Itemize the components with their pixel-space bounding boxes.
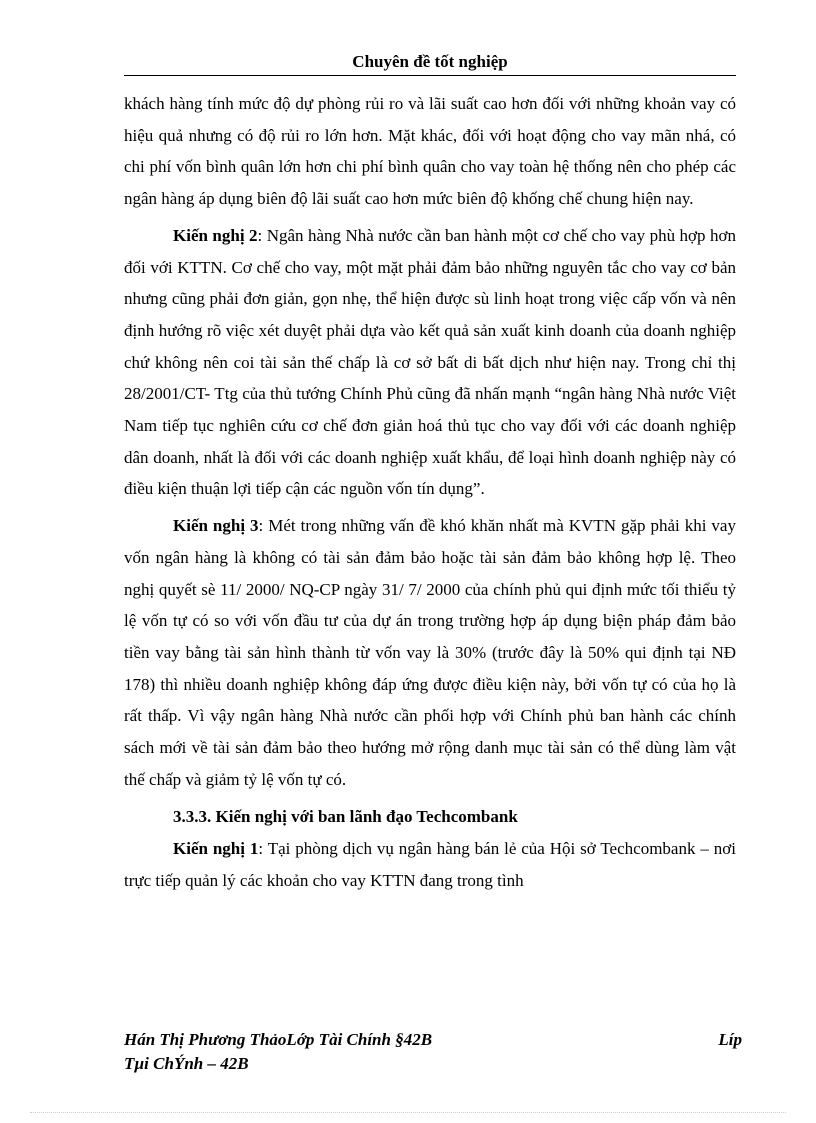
paragraph-recommendation-2	[124, 220, 736, 505]
page-bottom-border	[30, 1112, 786, 1113]
paragraph-recommendation-3	[124, 510, 736, 795]
footer-class-label: Líp	[718, 1030, 742, 1049]
techcombank-recommendation-1-label: Kiến nghị 1	[173, 839, 259, 859]
paragraph-continuation: khách hàng tính mức độ dự phòng rủi ro và lãi suất cao hơn đối với những khoản vay có hiệu quả nhưng có độ rủi ro lớn hơn. Mặt khác, đối với hoạt động cho vay mãn nhá, có chi phí vốn bình quân lớn hơn chi phí bình quân cho vay toàn hệ thống nên cho phép các ngân hàng áp dụng biên độ lãi suất cao hơn mức biên độ khống chế chung hiện nay.	[124, 94, 736, 209]
page-footer	[124, 1028, 742, 1076]
footer-faculty-line: Tµi ChÝnh – 42B	[124, 1054, 249, 1073]
document-body	[124, 88, 736, 897]
recommendation-3-text: : Mét trong những vấn đề khó khăn nhất mà KVTN gặp phải khi vay vốn ngân hàng là không có tài sản đảm bảo hoặc tài sản đảm bảo không hợp lệ. Theo nghị quyết sè 11/ 2000/ NQ-CP ngày 31/ 7/ 2000 của chính phủ qui định mức tối thiểu tỷ lệ vốn tự có so với vốn đầu tư của dự án trong trường hợp áp dụng biện pháp đảm bảo tiền vay bằng tài sản hình thành từ vốn vay là 30% (trước đây là 50% qui định tại NĐ 178) thì nhiều doanh nghiệp không đáp ứng được điều kiện này, bởi vốn tự có của họ là rất thấp. Vì vậy ngân hàng Nhà nước cần phối hợp với Chính phủ ban hành các chính sách mới về tài sản đảm bảo theo hướng mở rộng danh mục tài sản có thể dùng làm vật thế chấp và giảm tỷ lệ vốn tự có.	[124, 516, 736, 789]
recommendation-3-label: Kiến nghị 3	[173, 516, 259, 536]
recommendation-2-label: Kiến nghị 2	[173, 225, 258, 245]
section-heading-3-3-3: 3.3.3. Kiến nghị với ban lãnh đạo Techcombank	[173, 807, 518, 827]
recommendation-2-text: : Ngân hàng Nhà nước cần ban hành một cơ chế cho vay phù hợp hơn đối với KTTN. Cơ chế cho vay, một mặt phải đảm bảo những nguyên tắc cho vay cơ bản nhưng cũng phải đơn giản, gọn nhẹ, thể hiện được sù linh hoạt trong việc cấp vốn và nên định hướng rõ việc xét duyệt phải dựa vào kết quả sản xuất kinh doanh của doanh nghiệp chứ không nên coi tài sản thế chấp là cơ sở bất di bất dịch như hiện nay. Trong chỉ thị 28/2001/CT- Ttg của thủ tướng Chính Phủ cũng đã nhấn mạnh “ngân hàng Nhà nước Việt Nam tiếp tục nghiên cứu cơ chế đơn giản hoá thủ tục cho vay đối với các doanh nghiệp dân doanh, nhất là đối với các doanh nghiệp xuất khẩu, để loại hình doanh nghiệp này có điều kiện thuận lợi tiếp cận các nguồn vốn tín dụng”.	[124, 225, 736, 499]
page-header-title: Chuyên đề tốt nghiệp	[352, 52, 508, 71]
header-divider	[124, 75, 736, 76]
footer-author-line: Hán Thị Phương ThảoLớp Tài Chính §42B	[124, 1030, 433, 1049]
paragraph-techcombank-recommendation-1	[124, 833, 736, 896]
techcombank-recommendation-1-text: : Tại phòng dịch vụ ngân hàng bán lẻ của Hội sở Techcombank – nơi trực tiếp quản lý các khoản cho vay KTTN đang trong tình	[124, 839, 736, 890]
